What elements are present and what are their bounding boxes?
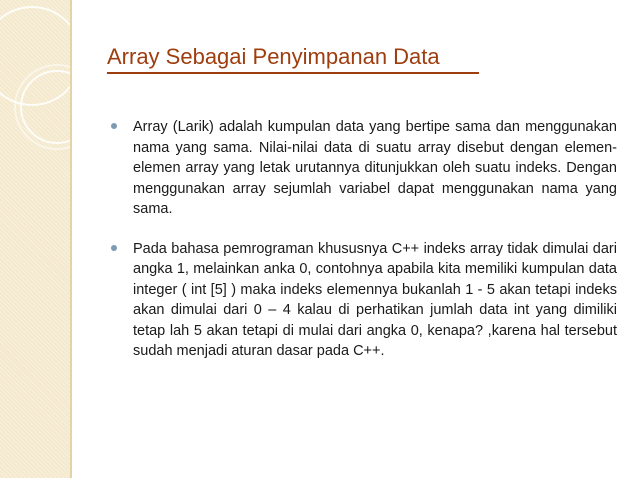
bullet-dot-icon — [111, 123, 117, 129]
bullet-paragraph — [107, 239, 617, 362]
bullet-dot-icon — [111, 245, 117, 251]
slide-content — [107, 117, 617, 381]
paragraph-text: Array (Larik) adalah kumpulan data yang bertipe sama dan menggunakan nama yang sama. Nilai-nilai data di suatu array disebut dengan elemen-elemen array yang letak urutannya ditunjukkan oleh suatu indeks. Dengan menggunakan array sejumlah variabel dapat menggunakan nama yang sama. — [133, 119, 617, 217]
bullet-paragraph — [107, 117, 617, 220]
decorative-sidebar — [0, 0, 70, 478]
slide-title: Array Sebagai Penyimpanan Data — [107, 44, 440, 69]
decorative-ring — [20, 70, 94, 144]
sidebar-border — [70, 0, 72, 478]
paragraph-text: Pada bahasa pemrograman khususnya C++ indeks array tidak dimulai dari angka 1, melainkan anka 0, contohnya apabila kita memiliki kumpulan data integer ( int [5] ) maka indeks elemennya bukanlah 1 - 5 akan tetapi indeks akan dimulai dari 0 – 4 kalau di perhatikan jumlah data int yang dimiliki tetap lah 5 akan tetapi di mulai dari angka 0, kenapa? ,karena hal tersebut sudah menjadi aturan dasar pada C++. — [133, 240, 617, 359]
title-underline — [107, 72, 479, 74]
